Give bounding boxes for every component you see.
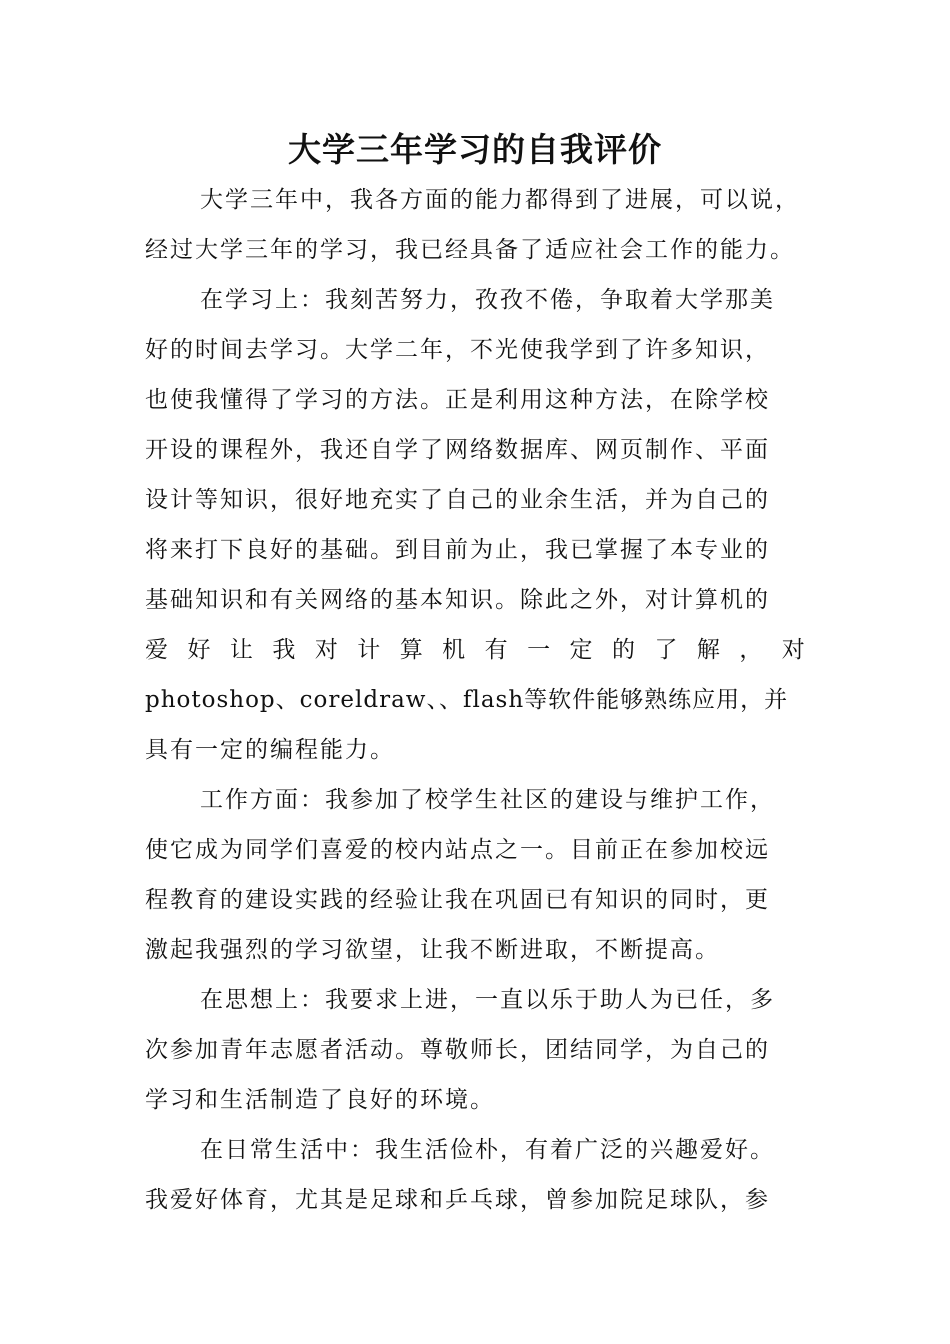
text-char: 让	[229, 637, 253, 663]
text-line: 我爱好体育，尤其是足球和乒乓球，曾参加院足球队，参	[145, 1187, 770, 1213]
text-char: 算	[399, 637, 423, 663]
text-char: 我	[272, 637, 296, 663]
text-char: 解	[696, 637, 720, 663]
text-char: 对	[781, 637, 805, 663]
text-line: 学习和生活制造了良好的环境。	[145, 1087, 495, 1113]
text-char: 好	[187, 637, 211, 663]
text-line: 基础知识和有关网络的基本知识。除此之外，对计算机的	[145, 587, 770, 613]
text-line: photoshop、coreldraw、、flash等软件能够熟练应用，并	[145, 687, 789, 713]
text-line: 工作方面：我参加了校学生社区的建设与维护工作，	[200, 787, 775, 813]
text-line: 大学三年中，我各方面的能力都得到了进展，可以说，	[200, 187, 800, 213]
text-line: 在思想上：我要求上进，一直以乐于助人为已任，多	[200, 987, 775, 1013]
text-char: 一	[527, 637, 551, 663]
text-line: 设计等知识，很好地充实了自己的业余生活，并为自己的	[145, 487, 770, 513]
text-char: 定	[569, 637, 593, 663]
text-line: 使它成为同学们喜爱的校内站点之一。目前正在参加校远	[145, 837, 770, 863]
text-line: 具有一定的编程能力。	[145, 737, 395, 763]
text-line: 在学习上：我刻苦努力，孜孜不倦，争取着大学那美	[200, 287, 775, 313]
text-char: 爱	[145, 637, 168, 663]
text-char: 的	[611, 637, 635, 663]
text-line: 开设的课程外，我还自学了网络数据库、网页制作、平面	[145, 437, 770, 463]
text-line: 程教育的建设实践的经验让我在巩固已有知识的同时，更	[145, 887, 770, 913]
document-title: 大学三年学习的自我评价	[288, 130, 662, 169]
text-char: 计	[357, 637, 381, 663]
text-char: 了	[654, 637, 678, 663]
text-line: 激起我强烈的学习欲望，让我不断进取，不断提高。	[145, 937, 720, 963]
text-char: 有	[484, 637, 508, 663]
text-line: 次参加青年志愿者活动。尊敬师长，团结同学，为自己的	[145, 1037, 770, 1063]
text-char: ，	[739, 637, 763, 663]
text-line: 将来打下良好的基础。到目前为止，我已掌握了本专业的	[145, 537, 770, 563]
text-line: 好的时间去学习。大学二年，不光使我学到了许多知识，	[145, 337, 770, 363]
text-line-justified	[145, 635, 805, 665]
text-line: 在日常生活中：我生活俭朴，有着广泛的兴趣爱好。	[200, 1137, 775, 1163]
text-char: 对	[314, 637, 338, 663]
text-char: 机	[442, 637, 466, 663]
text-line: 经过大学三年的学习，我已经具备了适应社会工作的能力。	[145, 237, 795, 263]
text-line: 也使我懂得了学习的方法。正是利用这种方法，在除学校	[145, 387, 770, 413]
